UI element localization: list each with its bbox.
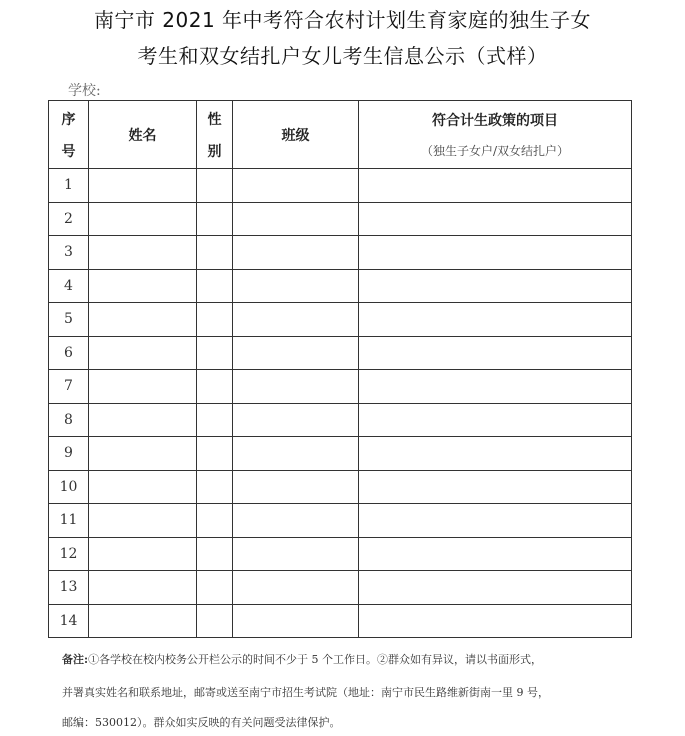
table-row (49, 403, 632, 437)
table-row (49, 236, 632, 270)
policy-cell[interactable] (359, 303, 632, 337)
gender-cell[interactable] (197, 336, 233, 370)
header-seq (49, 101, 89, 169)
header-policy-note: （独生子女户/双女结扎户） (420, 144, 570, 158)
row-number: 7 (49, 370, 89, 404)
table-row (49, 336, 632, 370)
table-row (49, 370, 632, 404)
gender-cell[interactable] (197, 604, 233, 638)
document-title-line-1: 南宁市 2021 年中考符合农村计划生育家庭的独生子女 (93, 8, 592, 32)
row-number: 2 (49, 202, 89, 236)
header-gender-char-2: 别 (207, 143, 222, 160)
class-cell[interactable] (233, 537, 359, 571)
class-cell[interactable] (233, 437, 359, 471)
notes-text-1: ①各学校在校内校务公开栏公示的时间不少于 5 个工作日。②群众如有异议，请以书面形式， (88, 653, 543, 666)
row-number: 9 (49, 437, 89, 471)
class-cell[interactable] (233, 403, 359, 437)
header-policy (359, 101, 632, 169)
gender-cell[interactable] (197, 537, 233, 571)
table-row (49, 169, 632, 203)
name-cell[interactable] (89, 336, 197, 370)
name-cell[interactable] (89, 303, 197, 337)
gender-cell[interactable] (197, 269, 233, 303)
gender-cell[interactable] (197, 303, 233, 337)
notes-line-3: 邮编：530012）。群众如实反映的有关问题受法律保护。 (62, 716, 341, 729)
policy-cell[interactable] (359, 336, 632, 370)
gender-cell[interactable] (197, 403, 233, 437)
policy-cell[interactable] (359, 571, 632, 605)
row-number: 13 (49, 571, 89, 605)
name-cell[interactable] (89, 470, 197, 504)
header-class: 班级 (233, 101, 359, 169)
name-cell[interactable] (89, 202, 197, 236)
notes-label: 备注: (62, 653, 89, 666)
class-cell[interactable] (233, 370, 359, 404)
name-cell[interactable] (89, 269, 197, 303)
gender-cell[interactable] (197, 504, 233, 538)
header-policy-title: 符合计生政策的项目 (432, 113, 558, 129)
name-cell[interactable] (89, 571, 197, 605)
policy-cell[interactable] (359, 269, 632, 303)
class-cell[interactable] (233, 169, 359, 203)
name-cell[interactable] (89, 370, 197, 404)
class-cell[interactable] (233, 336, 359, 370)
table-row (49, 504, 632, 538)
gender-cell[interactable] (197, 470, 233, 504)
header-gender-char-1: 性 (207, 111, 222, 128)
table-row (49, 604, 632, 638)
name-cell[interactable] (89, 537, 197, 571)
policy-cell[interactable] (359, 437, 632, 471)
policy-cell[interactable] (359, 403, 632, 437)
gender-cell[interactable] (197, 169, 233, 203)
table-row (49, 303, 632, 337)
table-body (49, 169, 632, 638)
table-row (49, 537, 632, 571)
header-gender (197, 101, 233, 169)
name-cell[interactable] (89, 437, 197, 471)
class-cell[interactable] (233, 202, 359, 236)
policy-cell[interactable] (359, 537, 632, 571)
policy-cell[interactable] (359, 236, 632, 270)
class-cell[interactable] (233, 303, 359, 337)
row-number: 10 (49, 470, 89, 504)
policy-cell[interactable] (359, 202, 632, 236)
info-table (48, 100, 632, 638)
gender-cell[interactable] (197, 370, 233, 404)
class-cell[interactable] (233, 504, 359, 538)
row-number: 1 (49, 169, 89, 203)
name-cell[interactable] (89, 169, 197, 203)
policy-cell[interactable] (359, 169, 632, 203)
policy-cell[interactable] (359, 504, 632, 538)
header-seq-char-1: 序 (61, 111, 76, 128)
name-cell[interactable] (89, 504, 197, 538)
header-seq-char-2: 号 (61, 143, 76, 160)
row-number: 14 (49, 604, 89, 638)
row-number: 6 (49, 336, 89, 370)
gender-cell[interactable] (197, 437, 233, 471)
table-row (49, 269, 632, 303)
row-number: 3 (49, 236, 89, 270)
name-cell[interactable] (89, 236, 197, 270)
class-cell[interactable] (233, 571, 359, 605)
row-number: 12 (49, 537, 89, 571)
document-title-line-2: 考生和双女结扎户女儿考生信息公示（式样） (137, 44, 548, 68)
notes-line-1 (62, 651, 637, 667)
row-number: 5 (49, 303, 89, 337)
header-name: 姓名 (89, 101, 197, 169)
table-row (49, 202, 632, 236)
gender-cell[interactable] (197, 202, 233, 236)
class-cell[interactable] (233, 236, 359, 270)
policy-cell[interactable] (359, 470, 632, 504)
class-cell[interactable] (233, 470, 359, 504)
row-number: 8 (49, 403, 89, 437)
table-row (49, 437, 632, 471)
table-row (49, 470, 632, 504)
policy-cell[interactable] (359, 604, 632, 638)
gender-cell[interactable] (197, 236, 233, 270)
row-number: 4 (49, 269, 89, 303)
school-label: 学校: (68, 83, 101, 99)
gender-cell[interactable] (197, 571, 233, 605)
policy-cell[interactable] (359, 370, 632, 404)
notes-line-2: 并署真实姓名和联系地址，邮寄或送至南宁市招生考试院（地址：南宁市民生路维新街南一里 9 号， (62, 686, 549, 699)
row-number: 11 (49, 504, 89, 538)
class-cell[interactable] (233, 604, 359, 638)
name-cell[interactable] (89, 604, 197, 638)
class-cell[interactable] (233, 269, 359, 303)
name-cell[interactable] (89, 403, 197, 437)
table-row (49, 571, 632, 605)
table-header-row (49, 101, 632, 169)
